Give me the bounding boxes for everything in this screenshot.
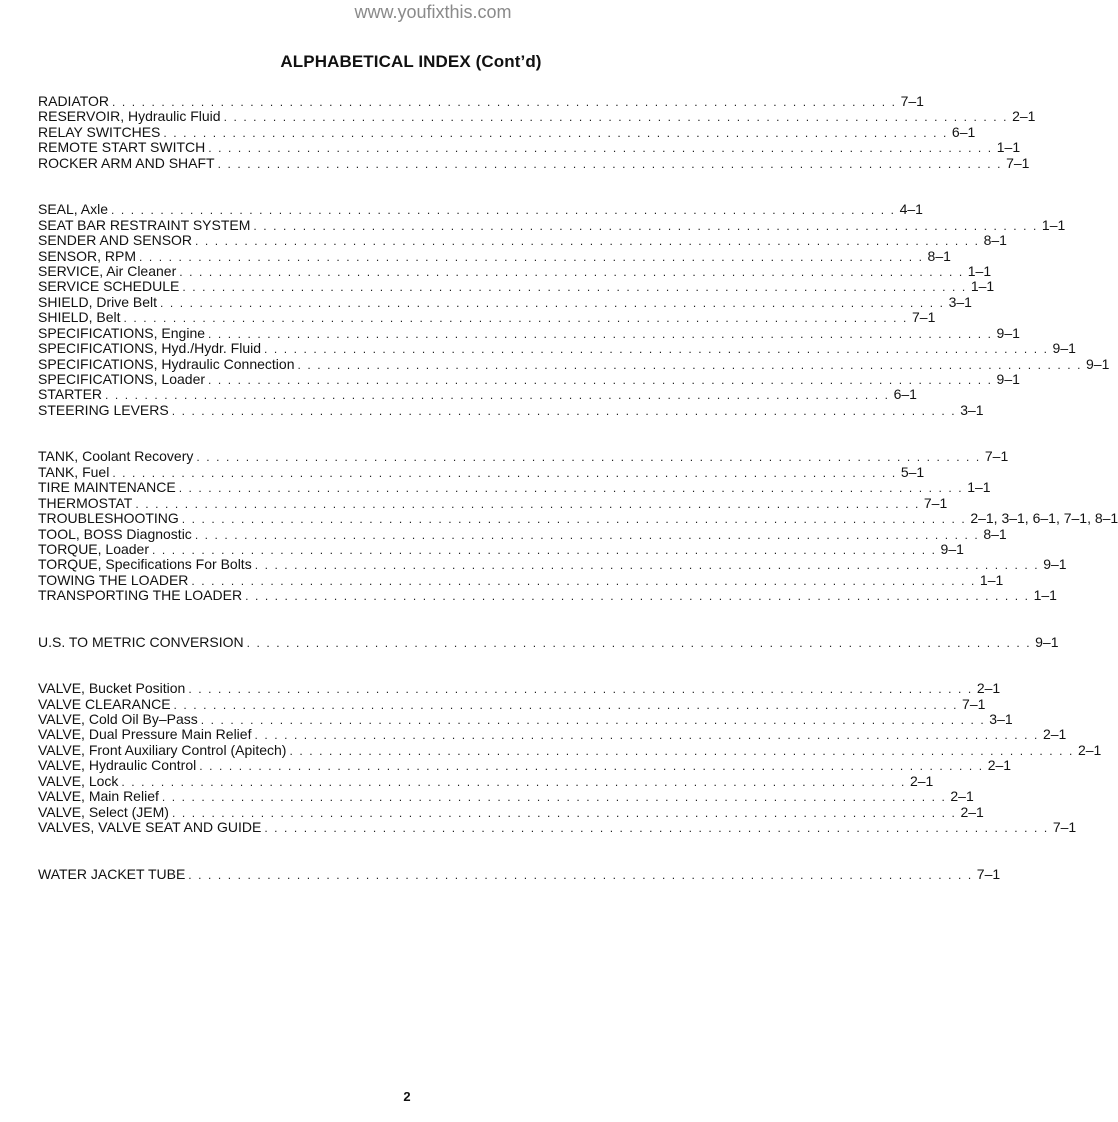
index-term: TORQUE, Loader	[38, 540, 150, 557]
dot-leader: . . . . . . . . . . . . . . . . . . . . . . . . . . . . . . . . . . . . . . . . . . . . . . . . . . . . . . . . . . . . . . . . . . . . . . . . . . . . . . . .	[297, 357, 1083, 372]
index-term: VALVES, VALVE SEAT AND GUIDE	[38, 819, 262, 836]
index-term: SEAL, Axle	[38, 201, 109, 218]
index-page-ref: 9–1	[940, 540, 964, 557]
index-page-ref: 1–1	[967, 262, 992, 279]
index-page-ref: 2–1	[950, 788, 974, 805]
alphabetical-index	[38, 93, 1118, 913]
index-entry	[38, 726, 1067, 743]
index-page-ref: 1–1	[1041, 216, 1066, 233]
index-term: U.S. TO METRIC CONVERSION	[38, 633, 244, 650]
index-term: STEERING LEVERS	[38, 401, 169, 418]
dot-leader: . . . . . . . . . . . . . . . . . . . . . . . . . . . . . . . . . . . . . . . . . . . . . . . . . . . . . . . . . . . . . . . . . . . . . . . . . . . . . . . .	[112, 95, 897, 109]
dot-leader: . . . . . . . . . . . . . . . . . . . . . . . . . . . . . . . . . . . . . . . . . . . . . . . . . . . . . . . . . . . . . . . . . . . . . . . . . . . . . . . .	[264, 821, 1049, 836]
index-page-ref: 9–1	[996, 324, 1020, 341]
index-term: RADIATOR	[38, 93, 110, 109]
dot-leader: . . . . . . . . . . . . . . . . . . . . . . . . . . . . . . . . . . . . . . . . . . . . . . . . . . . . . . . . . . . . . . . . . . . . . . . . . . . . . . . .	[121, 774, 906, 789]
index-entry	[38, 633, 1059, 650]
dot-leader: . . . . . . . . . . . . . . . . . . . . . . . . . . . . . . . . . . . . . . . . . . . . . . . . . . . . . . . . . . . . . . . . . . . . . . . . . . . . . . . .	[194, 527, 980, 542]
index-term: TOOL, BOSS Diagnostic	[38, 525, 192, 542]
index-term: WATER JACKET TUBE	[38, 865, 186, 882]
dot-leader: . . . . . . . . . . . . . . . . . . . . . . . . . . . . . . . . . . . . . . . . . . . . . . . . . . . . . . . . . . . . . . . . . . . . . . . . . . . . . . . .	[188, 682, 973, 697]
index-entry	[38, 571, 1004, 588]
index-term: SPECIFICATIONS, Loader	[38, 371, 206, 387]
index-page-ref: 1–1	[970, 278, 995, 295]
dot-leader: . . . . . . . . . . . . . . . . . . . . . . . . . . . . . . . . . . . . . . . . . . . . . . . . . . . . . . . . . . . . . . . . . . . . . . . . . . . . . . . .	[208, 326, 993, 341]
index-term: REMOTE START SWITCH	[38, 139, 206, 156]
index-term: VALVE, Dual Pressure Main Relief	[38, 726, 252, 743]
index-term: VALVE, Cold Oil By–Pass	[38, 711, 198, 727]
dot-leader: . . . . . . . . . . . . . . . . . . . . . . . . . . . . . . . . . . . . . . . . . . . . . . . . . . . . . . . . . . . . . . . . . . . . . . . . . . . . . . . .	[254, 728, 1039, 743]
dot-leader: . . . . . . . . . . . . . . . . . . . . . . . . . . . . . . . . . . . . . . . . . . . . . . . . . . . . . . . . . . . . . . . . . . . . . . . . . . . . . . . .	[264, 342, 1049, 357]
index-entry	[38, 741, 1102, 758]
index-entry	[38, 386, 917, 403]
index-entry	[38, 680, 1001, 697]
index-entry	[38, 510, 1118, 527]
dot-leader: . . . . . . . . . . . . . . . . . . . . . . . . . . . . . . . . . . . . . . . . . . . . . . . . . . . . . . . . . . . . . . . . . . . . . . . . . . . . . . . .	[171, 403, 957, 418]
index-page-ref: 8–1	[927, 247, 951, 264]
index-term: THERMOSTAT	[38, 494, 133, 511]
index-page-ref: 2–1	[987, 757, 1012, 774]
index-page-ref: 7–1	[1052, 819, 1077, 836]
index-page-ref: 3–1	[960, 401, 984, 418]
index-group-s	[38, 201, 1110, 418]
index-entry	[38, 803, 984, 820]
dot-leader: . . . . . . . . . . . . . . . . . . . . . . . . . . . . . . . . . . . . . . . . . . . . . . . . . . . . . . . . . . . . . . . . . . . . . . . . . . . . . . . .	[191, 573, 976, 588]
index-entry	[38, 463, 925, 480]
index-entry	[38, 587, 1057, 604]
index-entry	[38, 216, 1066, 233]
index-entry	[38, 865, 1001, 882]
index-entry	[38, 201, 923, 218]
index-group-r	[38, 93, 1036, 171]
index-entry	[38, 139, 1021, 156]
dot-leader: . . . . . . . . . . . . . . . . . . . . . . . . . . . . . . . . . . . . . . . . . . . . . . . . . . . . . . . . . . . . . . . . . . . . . . . . . . . . . . . .	[246, 635, 1032, 650]
dot-leader: . . . . . . . . . . . . . . . . . . . . . . . . . . . . . . . . . . . . . . . . . . . . . . . . . . . . . . . . . . . . . . . . . . . . . . . . . . . . . . . .	[208, 141, 993, 156]
index-entry	[38, 262, 992, 279]
index-entry	[38, 123, 976, 140]
index-term: SPECIFICATIONS, Hyd./Hydr. Fluid	[38, 340, 262, 357]
index-term: TOWING THE LOADER	[38, 571, 189, 588]
index-page-ref: 6–1	[951, 123, 976, 140]
dot-leader: . . . . . . . . . . . . . . . . . . . . . . . . . . . . . . . . . . . . . . . . . . . . . . . . . . . . . . . . . . . . . . . . . . . . . . . . . . . . . . . .	[111, 203, 896, 218]
dot-leader: . . . . . . . . . . . . . . . . . . . . . . . . . . . . . . . . . . . . . . . . . . . . . . . . . . . . . . . . . . . . . . . . . . . . . . . . . . . . . . . .	[253, 218, 1038, 233]
dot-leader: . . . . . . . . . . . . . . . . . . . . . . . . . . . . . . . . . . . . . . . . . . . . . . . . . . . . . . . . . . . . . . . . . . . . . . . . . . . . . . . .	[195, 234, 980, 249]
dot-leader: . . . . . . . . . . . . . . . . . . . . . . . . . . . . . . . . . . . . . . . . . . . . . . . . . . . . . . . . . . . . . . . . . . . . . . . . . . . . . . . .	[245, 589, 1030, 604]
index-entry	[38, 278, 995, 295]
index-entry	[38, 757, 1012, 774]
index-page-ref: 7–1	[962, 695, 986, 712]
dot-leader: . . . . . . . . . . . . . . . . . . . . . . . . . . . . . . . . . . . . . . . . . . . . . . . . . . . . . . . . . . . . . . . . . . . . . . . . . . . . . . . .	[289, 743, 1074, 758]
index-term: SERVICE SCHEDULE	[38, 278, 180, 295]
index-page-ref: 3–1	[948, 293, 972, 310]
index-entry	[38, 711, 1013, 727]
index-page-ref: 7–1	[923, 494, 948, 511]
dot-leader: . . . . . . . . . . . . . . . . . . . . . . . . . . . . . . . . . . . . . . . . . . . . . . . . . . . . . . . . . . . . . . . . . . . . . . . . . . . . . . . .	[163, 125, 948, 140]
index-entry	[38, 448, 1009, 465]
index-term: SENSOR, RPM	[38, 247, 137, 264]
dot-leader: . . . . . . . . . . . . . . . . . . . . . . . . . . . . . . . . . . . . . . . . . . . . . . . . . . . . . . . . . . . . . . . . . . . . . . . . . . . . . . . .	[196, 450, 981, 465]
index-term: SENDER AND SENSOR	[38, 232, 193, 249]
index-term: TRANSPORTING THE LOADER	[38, 587, 243, 604]
index-term: VALVE, Lock	[38, 772, 119, 789]
index-term: VALVE, Hydraulic Control	[38, 757, 197, 774]
index-entry	[38, 355, 1110, 372]
dot-leader: . . . . . . . . . . . . . . . . . . . . . . . . . . . . . . . . . . . . . . . . . . . . . . . . . . . . . . . . . . . . . . . . . . . . . . . . . . . . . . . .	[208, 373, 993, 387]
index-entry	[38, 494, 948, 511]
index-page-ref: 3–1	[989, 711, 1013, 727]
index-page-ref: 2–1	[1042, 726, 1067, 743]
index-term: SPECIFICATIONS, Engine	[38, 324, 206, 341]
dot-leader: . . . . . . . . . . . . . . . . . . . . . . . . . . . . . . . . . . . . . . . . . . . . . . . . . . . . . . . . . . . . . . . . . . . . . . . . . . . . . . . .	[199, 759, 984, 774]
index-page-ref: 8–1	[983, 525, 1007, 542]
index-page-ref: 9–1	[1043, 556, 1067, 573]
index-term: TORQUE, Specifications For Bolts	[38, 556, 252, 573]
index-term: RELAY SWITCHES	[38, 123, 161, 140]
page-title: ALPHABETICAL INDEX (Cont’d)	[280, 52, 542, 71]
dot-leader: . . . . . . . . . . . . . . . . . . . . . . . . . . . . . . . . . . . . . . . . . . . . . . . . . . . . . . . . . . . . . . . . . . . . . . . . . . . . . . . .	[254, 558, 1040, 573]
index-term: TROUBLESHOOTING	[38, 510, 179, 527]
index-entry	[38, 788, 974, 805]
index-term: TANK, Fuel	[38, 463, 110, 480]
index-group-v	[38, 680, 1102, 836]
index-term: SHIELD, Drive Belt	[38, 293, 158, 310]
index-entry	[38, 540, 964, 557]
index-page-ref: 7–1	[976, 865, 1001, 882]
dot-leader: . . . . . . . . . . . . . . . . . . . . . . . . . . . . . . . . . . . . . . . . . . . . . . . . . . . . . . . . . . . . . . . . . . . . . . . . . . . . . . . .	[160, 295, 945, 310]
index-entry	[38, 479, 991, 496]
index-entry	[38, 154, 1030, 171]
index-term: STARTER	[38, 386, 103, 403]
index-entry	[38, 401, 984, 418]
dot-leader: . . . . . . . . . . . . . . . . . . . . . . . . . . . . . . . . . . . . . . . . . . . . . . . . . . . . . . . . . . . . . . . . . . . . . . . . . . . . . . . .	[178, 481, 964, 496]
index-entry	[38, 819, 1077, 836]
dot-leader: . . . . . . . . . . . . . . . . . . . . . . . . . . . . . . . . . . . . . . . . . . . . . . . . . . . . . . . . . . . . . . . . . . . . . . . . . . . . . . . .	[223, 110, 1009, 125]
index-term: VALVE CLEARANCE	[38, 695, 171, 712]
index-page-ref: 9–1	[1086, 355, 1110, 372]
index-term: VALVE, Select (JEM)	[38, 803, 169, 820]
dot-leader: . . . . . . . . . . . . . . . . . . . . . . . . . . . . . . . . . . . . . . . . . . . . . . . . . . . . . . . . . . . . . . . . . . . . . . . . . . . . . . . .	[152, 542, 937, 557]
index-entry	[38, 309, 936, 326]
dot-leader: . . . . . . . . . . . . . . . . . . . . . . . . . . . . . . . . . . . . . . . . . . . . . . . . . . . . . . . . . . . . . . . . . . . . . . . . . . . . . . . .	[182, 280, 967, 295]
index-page-ref: 2–1	[1012, 108, 1036, 125]
index-page-ref: 9–1	[996, 371, 1020, 387]
index-entry	[38, 525, 1007, 542]
index-page-ref: 2–1	[909, 772, 934, 789]
index-term: VALVE, Main Relief	[38, 788, 159, 805]
dot-leader: . . . . . . . . . . . . . . . . . . . . . . . . . . . . . . . . . . . . . . . . . . . . . . . . . . . . . . . . . . . . . . . . . . . . . . . . . . . . . . . .	[171, 805, 957, 820]
index-page-ref: 6–1	[893, 386, 917, 403]
page-number: 2	[403, 1089, 411, 1104]
index-page-ref: 7–1	[984, 448, 1009, 465]
dot-leader: . . . . . . . . . . . . . . . . . . . . . . . . . . . . . . . . . . . . . . . . . . . . . . . . . . . . . . . . . . . . . . . . . . . . . . . . . . . . . . . .	[181, 512, 967, 527]
index-term: TIRE MAINTENANCE	[38, 479, 176, 496]
index-entry	[38, 772, 934, 789]
dot-leader: . . . . . . . . . . . . . . . . . . . . . . . . . . . . . . . . . . . . . . . . . . . . . . . . . . . . . . . . . . . . . . . . . . . . . . . . . . . . . . . .	[139, 249, 924, 264]
index-page-ref: 2–1	[960, 803, 984, 820]
index-term: SHIELD, Belt	[38, 309, 121, 326]
dot-leader: . . . . . . . . . . . . . . . . . . . . . . . . . . . . . . . . . . . . . . . . . . . . . . . . . . . . . . . . . . . . . . . . . . . . . . . . . . . . . . . .	[188, 867, 973, 882]
index-page-ref: 1–1	[979, 571, 1004, 588]
index-term: VALVE, Bucket Position	[38, 680, 186, 697]
dot-leader: . . . . . . . . . . . . . . . . . . . . . . . . . . . . . . . . . . . . . . . . . . . . . . . . . . . . . . . . . . . . . . . . . . . . . . . . . . . . . . . .	[200, 713, 986, 727]
index-term: VALVE, Front Auxiliary Control (Apitech)	[38, 741, 287, 758]
index-term: TANK, Coolant Recovery	[38, 448, 194, 465]
index-entry	[38, 556, 1067, 573]
index-term: ROCKER ARM AND SHAFT	[38, 154, 215, 171]
index-entry	[38, 293, 972, 310]
dot-leader: . . . . . . . . . . . . . . . . . . . . . . . . . . . . . . . . . . . . . . . . . . . . . . . . . . . . . . . . . . . . . . . . . . . . . . . . . . . . . . . .	[217, 156, 1003, 171]
index-page-ref: 1–1	[1033, 587, 1057, 604]
index-page-ref: 1–1	[996, 139, 1021, 156]
dot-leader: . . . . . . . . . . . . . . . . . . . . . . . . . . . . . . . . . . . . . . . . . . . . . . . . . . . . . . . . . . . . . . . . . . . . . . . . . . . . . . . .	[135, 496, 920, 511]
index-entry	[38, 108, 1036, 125]
index-entry	[38, 371, 1020, 387]
index-page-ref: 9–1	[1035, 633, 1059, 650]
index-page-ref: 9–1	[1052, 340, 1076, 357]
index-entry	[38, 232, 1007, 249]
index-page-ref: 7–1	[900, 93, 924, 109]
index-term: SERVICE, Air Cleaner	[38, 262, 177, 279]
index-entry	[38, 247, 951, 264]
dot-leader: . . . . . . . . . . . . . . . . . . . . . . . . . . . . . . . . . . . . . . . . . . . . . . . . . . . . . . . . . . . . . . . . . . . . . . . . . . . . . . . .	[179, 264, 964, 279]
index-page-ref: 8–1	[983, 232, 1007, 249]
index-page-ref: 1–1	[967, 479, 991, 496]
index-entry	[38, 340, 1076, 357]
index-page-ref: 5–1	[900, 463, 925, 480]
index-page-ref: 2–1	[976, 680, 1001, 697]
index-page-ref: 7–1	[1006, 154, 1030, 171]
index-group-w	[38, 865, 1001, 882]
dot-leader: . . . . . . . . . . . . . . . . . . . . . . . . . . . . . . . . . . . . . . . . . . . . . . . . . . . . . . . . . . . . . . . . . . . . . . . . . . . . . . . .	[161, 790, 947, 805]
index-term: SPECIFICATIONS, Hydraulic Connection	[38, 355, 295, 372]
dot-leader: . . . . . . . . . . . . . . . . . . . . . . . . . . . . . . . . . . . . . . . . . . . . . . . . . . . . . . . . . . . . . . . . . . . . . . . . . . . . . . . .	[105, 388, 890, 403]
dot-leader: . . . . . . . . . . . . . . . . . . . . . . . . . . . . . . . . . . . . . . . . . . . . . . . . . . . . . . . . . . . . . . . . . . . . . . . . . . . . . . . .	[123, 311, 908, 326]
index-page-ref: 7–1	[912, 309, 936, 326]
index-page-ref: 2–1	[1077, 741, 1102, 758]
index-term: RESERVOIR, Hydraulic Fluid	[38, 108, 221, 125]
index-term: SEAT BAR RESTRAINT SYSTEM	[38, 216, 251, 233]
index-group-t	[38, 448, 1118, 604]
watermark-url: www.youfixthis.com	[354, 2, 512, 22]
index-entry	[38, 324, 1020, 341]
dot-leader: . . . . . . . . . . . . . . . . . . . . . . . . . . . . . . . . . . . . . . . . . . . . . . . . . . . . . . . . . . . . . . . . . . . . . . . . . . . . . . . .	[112, 465, 897, 480]
index-page-ref: 2–1, 3–1, 6–1, 7–1, 8–1	[970, 510, 1118, 527]
index-entry	[38, 93, 924, 109]
index-entry	[38, 695, 986, 712]
dot-leader: . . . . . . . . . . . . . . . . . . . . . . . . . . . . . . . . . . . . . . . . . . . . . . . . . . . . . . . . . . . . . . . . . . . . . . . . . . . . . . . .	[173, 697, 959, 712]
index-group-u	[38, 633, 1059, 650]
index-page-ref: 4–1	[899, 201, 923, 218]
